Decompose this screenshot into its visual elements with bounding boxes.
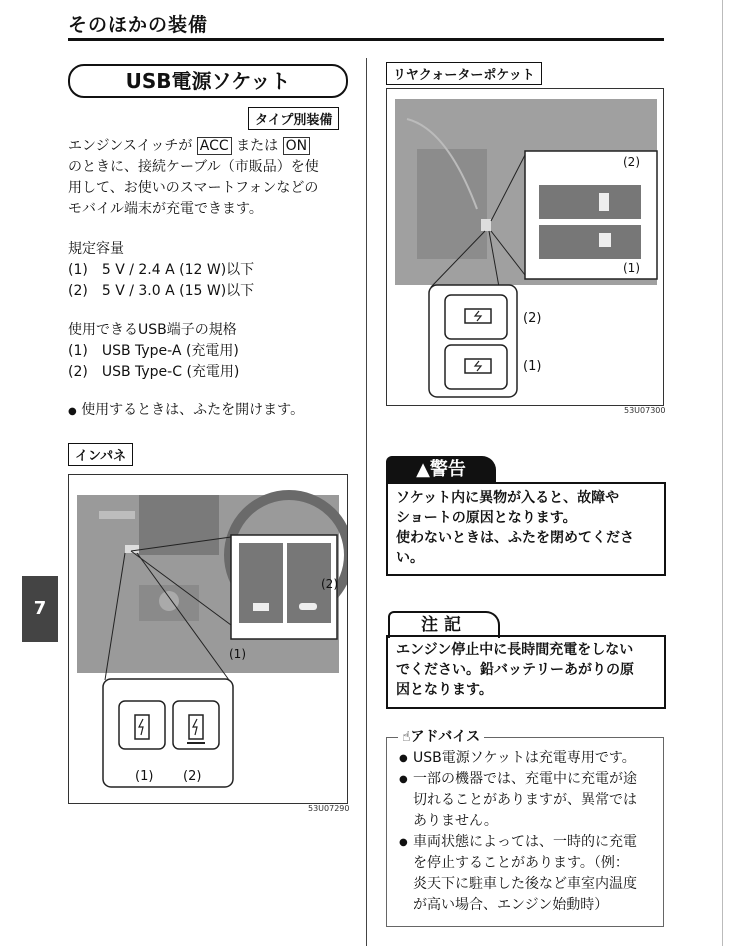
capacity-item-1: (1) 5 V / 2.4 A (12 W)以下	[68, 262, 255, 278]
usage-note	[68, 400, 304, 422]
warning-box	[386, 482, 666, 576]
chapter-tab: 7	[22, 576, 58, 642]
advice-item: ● 一部の機器では、充電中に充電が途 切れることがありますが、異常では ありません。	[399, 769, 655, 832]
advice-box	[386, 737, 664, 927]
hand-pointing-icon: ☝	[402, 729, 411, 745]
type-badge: タイプ別装備	[248, 107, 339, 130]
bullet: ●	[68, 406, 77, 417]
title-rule	[68, 38, 664, 41]
figure-rear	[386, 88, 664, 406]
usb-section-heading: USB電源ソケット	[68, 64, 348, 98]
usage-note-text: 使用するときは、ふたを開けます。	[81, 402, 305, 418]
battery-charging-icon	[445, 345, 507, 389]
battery-charging-icon	[173, 701, 219, 749]
usb-intro	[68, 136, 360, 220]
intro-line-4: モバイル端末が充電できます。	[68, 201, 263, 217]
warning-header	[386, 456, 496, 483]
column-divider	[366, 58, 367, 946]
key-on: ON	[283, 137, 311, 155]
battery-charging-icon	[445, 295, 507, 339]
warning-line-2: ショートの原因となります。	[396, 510, 577, 526]
note-header: 注記	[388, 611, 500, 638]
standards-title: 使用できるUSB端子の規格	[68, 322, 237, 338]
warning-line-1: ソケット内に異物が入ると、故障や	[396, 490, 620, 506]
page-title: そのほかの装備	[68, 14, 209, 36]
intro-pre: エンジンスイッチが	[68, 138, 193, 154]
rear-icon-label-1: (1)	[523, 359, 542, 374]
capacity-block	[68, 239, 254, 302]
note-line-2: でください。鉛バッテリーあがりの原	[396, 662, 634, 678]
rear-icon-label-2: (2)	[523, 311, 542, 326]
intro-line-1	[68, 136, 360, 157]
inpane-illustration	[69, 475, 347, 803]
intro-mid: または	[236, 138, 279, 154]
advice-list	[387, 738, 663, 916]
note-line-1: エンジン停止中に長時間充電をしない	[396, 642, 634, 658]
key-acc: ACC	[197, 137, 232, 155]
intro-line-2: のときに、接続ケーブル（市販品）を使	[68, 159, 319, 175]
warning-line-4: い。	[396, 550, 424, 566]
page-edge	[722, 0, 723, 946]
advice-item: ● USB電源ソケットは充電専用です。	[399, 748, 655, 769]
battery-charging-icon	[119, 701, 165, 749]
capacity-item-2: (2) 5 V / 3.0 A (15 W)以下	[68, 283, 255, 299]
intro-line-3: 用して、お使いのスマートフォンなどの	[68, 180, 319, 196]
rear-illustration	[387, 89, 663, 405]
rear-callout-2: (2)	[623, 155, 640, 169]
inpane-icon-label-1: (1)	[135, 769, 154, 784]
inpane-figure-number: 53U07290	[308, 804, 350, 813]
note-line-3: 因となります。	[396, 682, 493, 698]
figure-inpane	[68, 474, 348, 804]
figure-inpane-label: インパネ	[68, 443, 133, 466]
advice-item: ● 車両状態によっては、一時的に充電 を停止することがあります。（例： 炎天下に駐車した後など車室内温度 が高い場合、エンジン始動時）	[399, 832, 655, 916]
figure-rear-label: リヤクォーターポケット	[386, 62, 542, 85]
warning-line-3: 使わないときは、ふたを閉めてくださ	[396, 530, 634, 546]
inpane-callout-1: (1)	[229, 647, 246, 661]
standards-item-2: (2) USB Type-C (充電用)	[68, 364, 240, 380]
rear-figure-number: 53U07300	[624, 406, 666, 415]
inpane-icon-label-2: (2)	[183, 769, 202, 784]
advice-header	[398, 726, 484, 746]
standards-item-1: (1) USB Type-A (充電用)	[68, 343, 239, 359]
capacity-title: 規定容量	[68, 241, 124, 257]
warning-triangle-icon: ▲	[416, 459, 430, 480]
inpane-callout-2: (2)	[321, 577, 338, 591]
warning-title: 警告	[429, 459, 466, 480]
rear-callout-1: (1)	[623, 261, 640, 275]
standards-block	[68, 320, 239, 383]
advice-title: アドバイス	[410, 729, 481, 745]
note-box	[386, 635, 666, 709]
